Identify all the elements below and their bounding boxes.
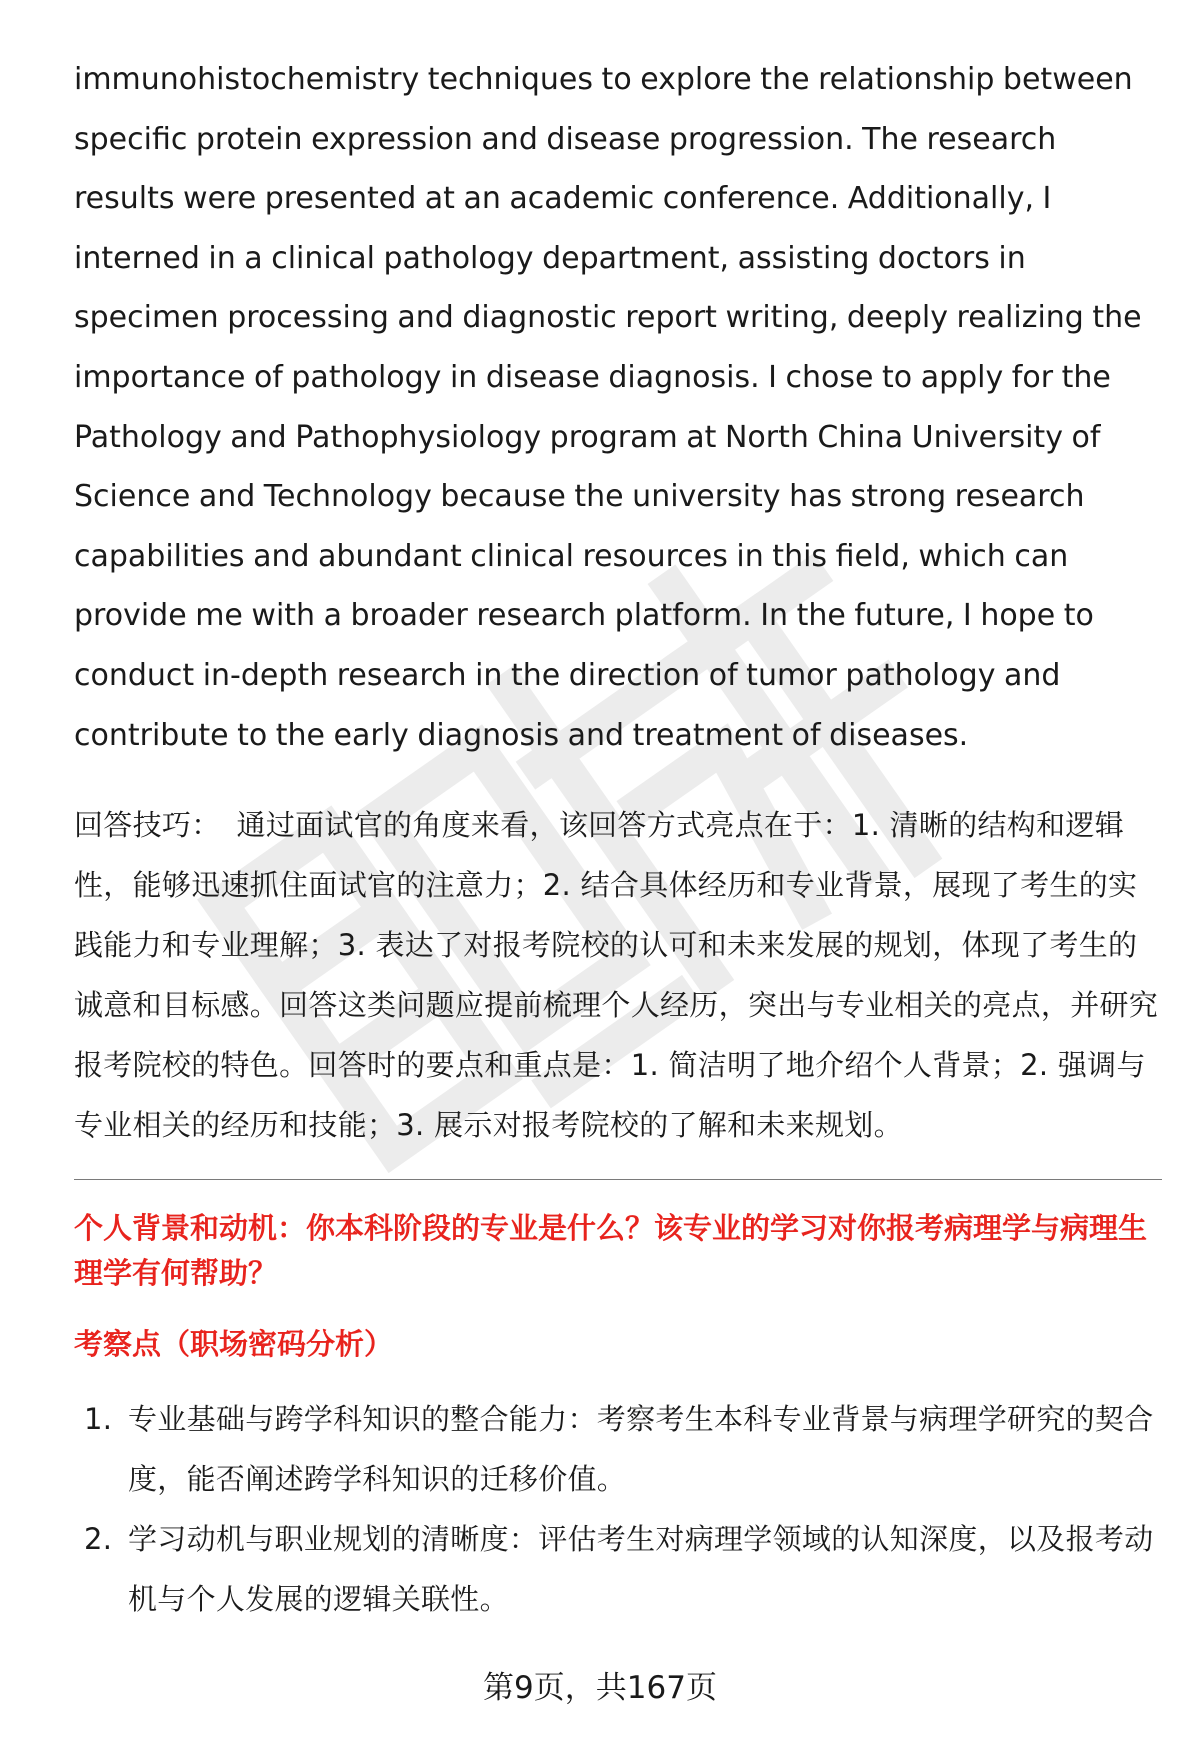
tips-label: 回答技巧： — [74, 808, 221, 843]
analysis-points-list — [74, 1389, 1162, 1629]
list-item — [74, 1509, 1162, 1629]
page-number-footer: 第9页，共167页 — [483, 1670, 717, 1706]
document-page — [74, 50, 1162, 1629]
list-item — [74, 1389, 1162, 1509]
list-item-number: 2. — [84, 1522, 113, 1557]
list-item-number: 1. — [84, 1402, 113, 1437]
section-divider — [74, 1179, 1162, 1180]
question-heading: 个人背景和动机：你本科阶段的专业是什么？该专业的学习对你报考病理学与病理生理学有何帮助？ — [74, 1211, 1148, 1291]
tips-text: 通过面试官的角度来看，该回答方式亮点在于：1. 清晰的结构和逻辑性，能够迅速抓住面试官的注意力；2. 结合具体经历和专业背景，展现了考生的实践能力和专业理解；3. 表达了对报考院校的认可和未来发展的规划，体现了考生的诚意和目标感。回答这类问题应提前梳理个人经历，突出与专业相关的亮点，并研究报考院校的特色。回答时的要点和重点是：1. 简洁明了地介绍个人背景；2. 强调与专业相关的经历和技能；3. 展示对报考院校的了解和未来规划。 — [74, 808, 1159, 1143]
answer-tips — [74, 795, 1162, 1155]
analysis-section-title: 考察点（职场密码分析） — [74, 1327, 394, 1362]
list-item-text: 学习动机与职业规划的清晰度：评估考生对病理学领域的认知深度，以及报考动机与个人发展的逻辑关联性。 — [128, 1522, 1154, 1617]
answer-paragraph: immunohistochemistry techniques to explore the relationship between specific protein expression and disease progression. The research results were presented at an academic conference. Additionally, I interned in a clinical pathology department, assisting doctors in specimen processing and diagnostic report writing, deeply realizing the importance of pathology in disease diagnosis. I chose to apply for the Pathology and Pathophysiology program at North China University of Science and Technology because the university has strong research capabilities and abundant clinical resources in this field, which can provide me with a broader research platform. In the future, I hope to conduct in-depth research in the direction of tumor pathology and contribute to the early diagnosis and treatment of diseases. — [74, 62, 1142, 753]
list-item-text: 专业基础与跨学科知识的整合能力：考察考生本科专业背景与病理学研究的契合度，能否阐述跨学科知识的迁移价值。 — [128, 1402, 1154, 1497]
